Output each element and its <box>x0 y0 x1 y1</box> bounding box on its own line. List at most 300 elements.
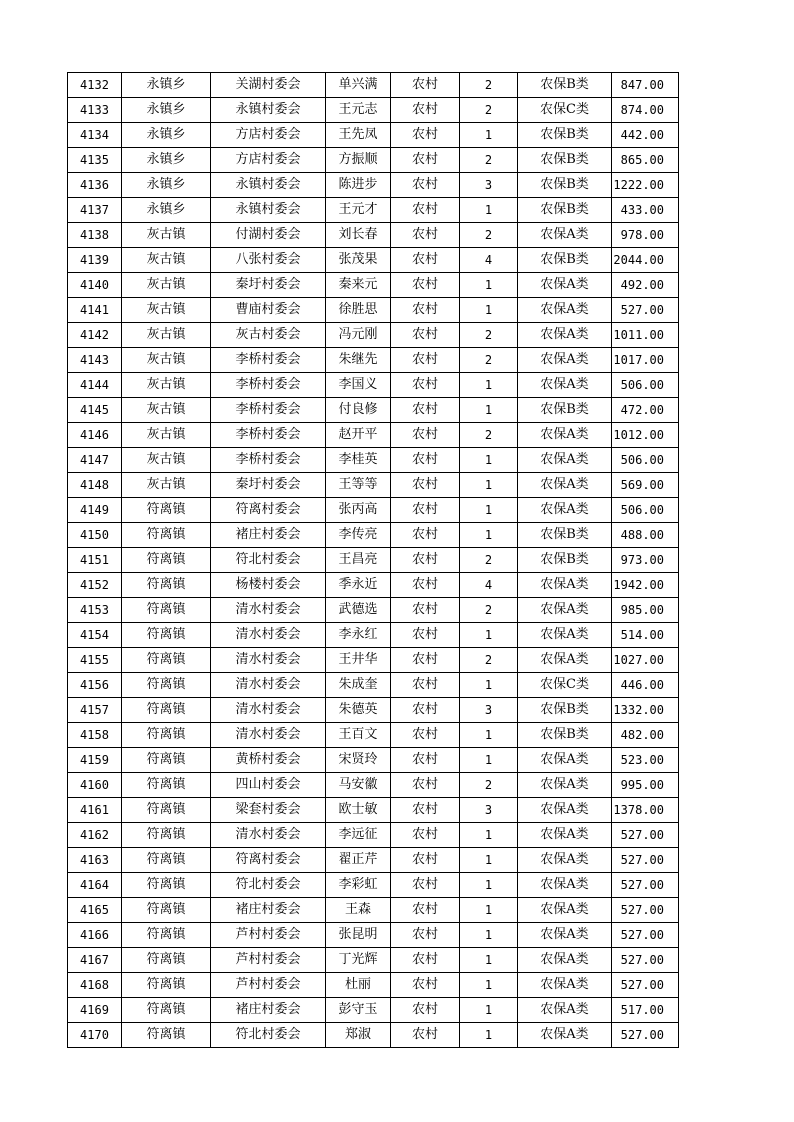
table-row <box>68 973 679 998</box>
household-count-cell: 1 <box>460 398 518 423</box>
category-cell: 农保C类 <box>518 673 612 698</box>
row-number-cell: 4167 <box>68 948 122 973</box>
name-cell: 李国义 <box>326 373 391 398</box>
category-cell: 农保A类 <box>518 573 612 598</box>
amount-cell: 517.00 <box>612 998 679 1023</box>
amount-cell: 442.00 <box>612 123 679 148</box>
category-cell: 农保A类 <box>518 498 612 523</box>
category-cell: 农保A类 <box>518 923 612 948</box>
household-count-cell: 1 <box>460 723 518 748</box>
table-row <box>68 848 679 873</box>
row-number-cell: 4146 <box>68 423 122 448</box>
household-count-cell: 1 <box>460 273 518 298</box>
row-number-cell: 4147 <box>68 448 122 473</box>
name-cell: 欧士敏 <box>326 798 391 823</box>
table-row <box>68 948 679 973</box>
name-cell: 李桂英 <box>326 448 391 473</box>
table-row <box>68 998 679 1023</box>
township-cell: 符离镇 <box>122 623 211 648</box>
village-committee-cell: 八张村委会 <box>211 248 326 273</box>
name-cell: 杜丽 <box>326 973 391 998</box>
amount-cell: 446.00 <box>612 673 679 698</box>
household-count-cell: 1 <box>460 123 518 148</box>
township-cell: 符离镇 <box>122 773 211 798</box>
category-cell: 农保B类 <box>518 723 612 748</box>
household-count-cell: 2 <box>460 73 518 98</box>
row-number-cell: 4141 <box>68 298 122 323</box>
amount-cell: 995.00 <box>612 773 679 798</box>
township-cell: 符离镇 <box>122 848 211 873</box>
village-committee-cell: 李桥村委会 <box>211 373 326 398</box>
village-committee-cell: 杨楼村委会 <box>211 573 326 598</box>
table-row <box>68 73 679 98</box>
row-number-cell: 4133 <box>68 98 122 123</box>
township-cell: 灰古镇 <box>122 223 211 248</box>
table-row <box>68 723 679 748</box>
category-cell: 农保B类 <box>518 548 612 573</box>
village-committee-cell: 清水村委会 <box>211 698 326 723</box>
township-cell: 灰古镇 <box>122 448 211 473</box>
township-cell: 灰古镇 <box>122 423 211 448</box>
area-type-cell: 农村 <box>391 173 460 198</box>
township-cell: 符离镇 <box>122 673 211 698</box>
village-committee-cell: 四山村委会 <box>211 773 326 798</box>
township-cell: 符离镇 <box>122 648 211 673</box>
name-cell: 冯元刚 <box>326 323 391 348</box>
table-row <box>68 673 679 698</box>
amount-cell: 1942.00 <box>612 573 679 598</box>
household-count-cell: 1 <box>460 673 518 698</box>
row-number-cell: 4139 <box>68 248 122 273</box>
category-cell: 农保A类 <box>518 598 612 623</box>
area-type-cell: 农村 <box>391 98 460 123</box>
village-committee-cell: 清水村委会 <box>211 648 326 673</box>
table-row <box>68 123 679 148</box>
amount-cell: 1332.00 <box>612 698 679 723</box>
category-cell: 农保A类 <box>518 298 612 323</box>
area-type-cell: 农村 <box>391 773 460 798</box>
name-cell: 付良修 <box>326 398 391 423</box>
township-cell: 永镇乡 <box>122 173 211 198</box>
area-type-cell: 农村 <box>391 898 460 923</box>
township-cell: 符离镇 <box>122 898 211 923</box>
name-cell: 李永红 <box>326 623 391 648</box>
amount-cell: 527.00 <box>612 848 679 873</box>
row-number-cell: 4160 <box>68 773 122 798</box>
category-cell: 农保A类 <box>518 423 612 448</box>
name-cell: 单兴满 <box>326 73 391 98</box>
township-cell: 灰古镇 <box>122 473 211 498</box>
category-cell: 农保B类 <box>518 173 612 198</box>
township-cell: 符离镇 <box>122 523 211 548</box>
name-cell: 李彩虹 <box>326 873 391 898</box>
village-committee-cell: 清水村委会 <box>211 823 326 848</box>
table-row <box>68 198 679 223</box>
row-number-cell: 4140 <box>68 273 122 298</box>
category-cell: 农保B类 <box>518 698 612 723</box>
township-cell: 符离镇 <box>122 998 211 1023</box>
household-count-cell: 1 <box>460 748 518 773</box>
category-cell: 农保A类 <box>518 323 612 348</box>
row-number-cell: 4137 <box>68 198 122 223</box>
village-committee-cell: 付湖村委会 <box>211 223 326 248</box>
table-row <box>68 223 679 248</box>
amount-cell: 527.00 <box>612 948 679 973</box>
name-cell: 武德选 <box>326 598 391 623</box>
table-row <box>68 148 679 173</box>
row-number-cell: 4135 <box>68 148 122 173</box>
table-row <box>68 623 679 648</box>
amount-cell: 472.00 <box>612 398 679 423</box>
township-cell: 符离镇 <box>122 573 211 598</box>
area-type-cell: 农村 <box>391 723 460 748</box>
amount-cell: 482.00 <box>612 723 679 748</box>
village-committee-cell: 李桥村委会 <box>211 448 326 473</box>
household-count-cell: 2 <box>460 598 518 623</box>
village-committee-cell: 秦圩村委会 <box>211 273 326 298</box>
category-cell: 农保A类 <box>518 848 612 873</box>
area-type-cell: 农村 <box>391 498 460 523</box>
row-number-cell: 4165 <box>68 898 122 923</box>
village-committee-cell: 梁套村委会 <box>211 798 326 823</box>
household-count-cell: 1 <box>460 298 518 323</box>
amount-cell: 1027.00 <box>612 648 679 673</box>
household-count-cell: 1 <box>460 948 518 973</box>
area-type-cell: 农村 <box>391 473 460 498</box>
row-number-cell: 4149 <box>68 498 122 523</box>
table-row <box>68 923 679 948</box>
area-type-cell: 农村 <box>391 973 460 998</box>
category-cell: 农保B类 <box>518 123 612 148</box>
area-type-cell: 农村 <box>391 648 460 673</box>
category-cell: 农保A类 <box>518 973 612 998</box>
table-row <box>68 823 679 848</box>
row-number-cell: 4157 <box>68 698 122 723</box>
amount-cell: 527.00 <box>612 923 679 948</box>
area-type-cell: 农村 <box>391 323 460 348</box>
amount-cell: 2044.00 <box>612 248 679 273</box>
amount-cell: 433.00 <box>612 198 679 223</box>
amount-cell: 1012.00 <box>612 423 679 448</box>
table-row <box>68 898 679 923</box>
township-cell: 灰古镇 <box>122 248 211 273</box>
table-row <box>68 548 679 573</box>
household-count-cell: 2 <box>460 548 518 573</box>
household-count-cell: 3 <box>460 173 518 198</box>
table-row <box>68 323 679 348</box>
row-number-cell: 4169 <box>68 998 122 1023</box>
name-cell: 陈进步 <box>326 173 391 198</box>
area-type-cell: 农村 <box>391 748 460 773</box>
table-body <box>68 73 679 1048</box>
amount-cell: 527.00 <box>612 298 679 323</box>
township-cell: 灰古镇 <box>122 298 211 323</box>
household-count-cell: 1 <box>460 823 518 848</box>
amount-cell: 847.00 <box>612 73 679 98</box>
area-type-cell: 农村 <box>391 623 460 648</box>
village-committee-cell: 李桥村委会 <box>211 423 326 448</box>
table-row <box>68 473 679 498</box>
name-cell: 宋贤玲 <box>326 748 391 773</box>
row-number-cell: 4153 <box>68 598 122 623</box>
amount-cell: 1378.00 <box>612 798 679 823</box>
row-number-cell: 4163 <box>68 848 122 873</box>
category-cell: 农保B类 <box>518 198 612 223</box>
name-cell: 彭守玉 <box>326 998 391 1023</box>
household-count-cell: 1 <box>460 198 518 223</box>
category-cell: 农保A类 <box>518 623 612 648</box>
household-count-cell: 1 <box>460 1023 518 1048</box>
amount-cell: 506.00 <box>612 448 679 473</box>
category-cell: 农保C类 <box>518 98 612 123</box>
amount-cell: 978.00 <box>612 223 679 248</box>
amount-cell: 1222.00 <box>612 173 679 198</box>
village-committee-cell: 芦村村委会 <box>211 973 326 998</box>
name-cell: 徐胜思 <box>326 298 391 323</box>
row-number-cell: 4136 <box>68 173 122 198</box>
area-type-cell: 农村 <box>391 873 460 898</box>
household-count-cell: 2 <box>460 223 518 248</box>
amount-cell: 874.00 <box>612 98 679 123</box>
area-type-cell: 农村 <box>391 123 460 148</box>
township-cell: 符离镇 <box>122 723 211 748</box>
area-type-cell: 农村 <box>391 398 460 423</box>
category-cell: 农保B类 <box>518 148 612 173</box>
household-count-cell: 1 <box>460 848 518 873</box>
table-row <box>68 273 679 298</box>
household-count-cell: 1 <box>460 973 518 998</box>
village-committee-cell: 清水村委会 <box>211 598 326 623</box>
category-cell: 农保A类 <box>518 473 612 498</box>
table-row <box>68 373 679 398</box>
table-row <box>68 448 679 473</box>
area-type-cell: 农村 <box>391 548 460 573</box>
amount-cell: 488.00 <box>612 523 679 548</box>
village-committee-cell: 关湖村委会 <box>211 73 326 98</box>
township-cell: 灰古镇 <box>122 373 211 398</box>
area-type-cell: 农村 <box>391 998 460 1023</box>
township-cell: 符离镇 <box>122 873 211 898</box>
category-cell: 农保A类 <box>518 223 612 248</box>
household-count-cell: 1 <box>460 873 518 898</box>
township-cell: 符离镇 <box>122 1023 211 1048</box>
row-number-cell: 4161 <box>68 798 122 823</box>
area-type-cell: 农村 <box>391 73 460 98</box>
township-cell: 永镇乡 <box>122 123 211 148</box>
row-number-cell: 4138 <box>68 223 122 248</box>
township-cell: 灰古镇 <box>122 348 211 373</box>
village-committee-cell: 秦圩村委会 <box>211 473 326 498</box>
table-row <box>68 773 679 798</box>
area-type-cell: 农村 <box>391 673 460 698</box>
table-row <box>68 398 679 423</box>
area-type-cell: 农村 <box>391 798 460 823</box>
row-number-cell: 4166 <box>68 923 122 948</box>
village-committee-cell: 符北村委会 <box>211 1023 326 1048</box>
area-type-cell: 农村 <box>391 698 460 723</box>
household-count-cell: 2 <box>460 98 518 123</box>
township-cell: 永镇乡 <box>122 198 211 223</box>
name-cell: 王等等 <box>326 473 391 498</box>
village-committee-cell: 褚庄村委会 <box>211 898 326 923</box>
village-committee-cell: 清水村委会 <box>211 723 326 748</box>
township-cell: 符离镇 <box>122 973 211 998</box>
name-cell: 赵开平 <box>326 423 391 448</box>
name-cell: 季永近 <box>326 573 391 598</box>
amount-cell: 1017.00 <box>612 348 679 373</box>
area-type-cell: 农村 <box>391 273 460 298</box>
amount-cell: 973.00 <box>612 548 679 573</box>
category-cell: 农保A类 <box>518 1023 612 1048</box>
township-cell: 永镇乡 <box>122 148 211 173</box>
name-cell: 翟正芹 <box>326 848 391 873</box>
amount-cell: 527.00 <box>612 1023 679 1048</box>
township-cell: 符离镇 <box>122 798 211 823</box>
name-cell: 王元才 <box>326 198 391 223</box>
township-cell: 永镇乡 <box>122 98 211 123</box>
name-cell: 方振顺 <box>326 148 391 173</box>
household-count-cell: 2 <box>460 423 518 448</box>
table-row <box>68 798 679 823</box>
category-cell: 农保A类 <box>518 948 612 973</box>
table-row <box>68 173 679 198</box>
table-row <box>68 248 679 273</box>
amount-cell: 527.00 <box>612 973 679 998</box>
category-cell: 农保B类 <box>518 398 612 423</box>
area-type-cell: 农村 <box>391 573 460 598</box>
table-row <box>68 423 679 448</box>
table-row <box>68 498 679 523</box>
name-cell: 王昌亮 <box>326 548 391 573</box>
table-row <box>68 573 679 598</box>
household-count-cell: 1 <box>460 998 518 1023</box>
row-number-cell: 4144 <box>68 373 122 398</box>
area-type-cell: 农村 <box>391 448 460 473</box>
township-cell: 永镇乡 <box>122 73 211 98</box>
amount-cell: 569.00 <box>612 473 679 498</box>
village-committee-cell: 李桥村委会 <box>211 348 326 373</box>
amount-cell: 523.00 <box>612 748 679 773</box>
household-count-cell: 3 <box>460 798 518 823</box>
village-committee-cell: 符离村委会 <box>211 848 326 873</box>
name-cell: 王先凤 <box>326 123 391 148</box>
row-number-cell: 4168 <box>68 973 122 998</box>
village-committee-cell: 褚庄村委会 <box>211 523 326 548</box>
row-number-cell: 4150 <box>68 523 122 548</box>
row-number-cell: 4170 <box>68 1023 122 1048</box>
table-row <box>68 648 679 673</box>
table-row <box>68 698 679 723</box>
household-count-cell: 3 <box>460 698 518 723</box>
table-row <box>68 1023 679 1048</box>
village-committee-cell: 李桥村委会 <box>211 398 326 423</box>
name-cell: 王森 <box>326 898 391 923</box>
village-committee-cell: 芦村村委会 <box>211 948 326 973</box>
village-committee-cell: 符离村委会 <box>211 498 326 523</box>
household-count-cell: 4 <box>460 573 518 598</box>
category-cell: 农保A类 <box>518 448 612 473</box>
row-number-cell: 4143 <box>68 348 122 373</box>
township-cell: 符离镇 <box>122 548 211 573</box>
name-cell: 王百文 <box>326 723 391 748</box>
row-number-cell: 4132 <box>68 73 122 98</box>
category-cell: 农保A类 <box>518 273 612 298</box>
name-cell: 李远征 <box>326 823 391 848</box>
category-cell: 农保A类 <box>518 823 612 848</box>
household-count-cell: 1 <box>460 373 518 398</box>
area-type-cell: 农村 <box>391 823 460 848</box>
amount-cell: 1011.00 <box>612 323 679 348</box>
area-type-cell: 农村 <box>391 923 460 948</box>
name-cell: 王井华 <box>326 648 391 673</box>
row-number-cell: 4158 <box>68 723 122 748</box>
area-type-cell: 农村 <box>391 598 460 623</box>
row-number-cell: 4155 <box>68 648 122 673</box>
table-row <box>68 348 679 373</box>
area-type-cell: 农村 <box>391 373 460 398</box>
village-committee-cell: 黄桥村委会 <box>211 748 326 773</box>
name-cell: 李传亮 <box>326 523 391 548</box>
area-type-cell: 农村 <box>391 1023 460 1048</box>
area-type-cell: 农村 <box>391 248 460 273</box>
category-cell: 农保A类 <box>518 373 612 398</box>
township-cell: 符离镇 <box>122 823 211 848</box>
amount-cell: 506.00 <box>612 373 679 398</box>
name-cell: 张丙高 <box>326 498 391 523</box>
village-committee-cell: 方店村委会 <box>211 148 326 173</box>
row-number-cell: 4154 <box>68 623 122 648</box>
name-cell: 朱继先 <box>326 348 391 373</box>
area-type-cell: 农村 <box>391 423 460 448</box>
category-cell: 农保A类 <box>518 648 612 673</box>
name-cell: 郑淑 <box>326 1023 391 1048</box>
area-type-cell: 农村 <box>391 298 460 323</box>
table-row <box>68 298 679 323</box>
row-number-cell: 4164 <box>68 873 122 898</box>
household-count-cell: 1 <box>460 448 518 473</box>
township-cell: 灰古镇 <box>122 323 211 348</box>
amount-cell: 985.00 <box>612 598 679 623</box>
category-cell: 农保A类 <box>518 873 612 898</box>
household-count-cell: 1 <box>460 473 518 498</box>
category-cell: 农保A类 <box>518 748 612 773</box>
name-cell: 马安徽 <box>326 773 391 798</box>
category-cell: 农保B类 <box>518 248 612 273</box>
category-cell: 农保A类 <box>518 348 612 373</box>
household-count-cell: 1 <box>460 498 518 523</box>
row-number-cell: 4134 <box>68 123 122 148</box>
row-number-cell: 4148 <box>68 473 122 498</box>
village-committee-cell: 芦村村委会 <box>211 923 326 948</box>
amount-cell: 527.00 <box>612 873 679 898</box>
name-cell: 张茂果 <box>326 248 391 273</box>
household-count-cell: 1 <box>460 623 518 648</box>
household-count-cell: 2 <box>460 773 518 798</box>
name-cell: 秦来元 <box>326 273 391 298</box>
household-count-cell: 4 <box>460 248 518 273</box>
row-number-cell: 4145 <box>68 398 122 423</box>
name-cell: 刘长春 <box>326 223 391 248</box>
row-number-cell: 4159 <box>68 748 122 773</box>
row-number-cell: 4156 <box>68 673 122 698</box>
table-row <box>68 748 679 773</box>
name-cell: 张昆明 <box>326 923 391 948</box>
township-cell: 符离镇 <box>122 923 211 948</box>
township-cell: 符离镇 <box>122 498 211 523</box>
area-type-cell: 农村 <box>391 523 460 548</box>
row-number-cell: 4151 <box>68 548 122 573</box>
data-table <box>67 72 679 1048</box>
